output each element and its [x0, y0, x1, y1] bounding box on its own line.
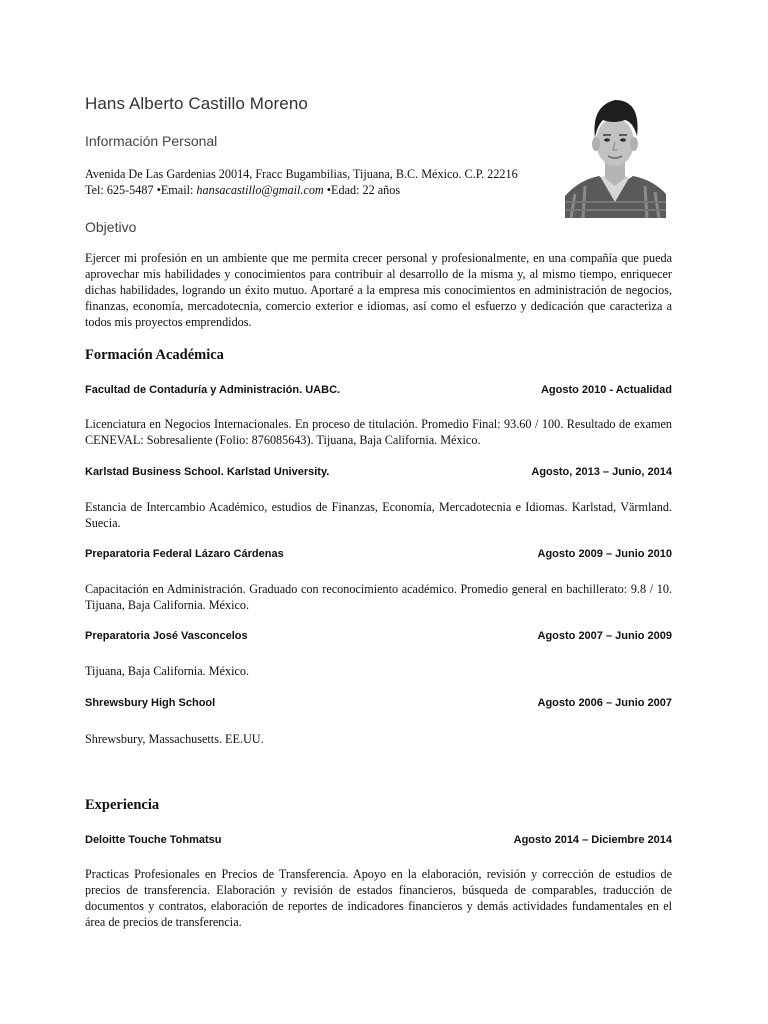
date-range: Agosto 2006 – Junio 2007 [537, 697, 672, 709]
objective-text: Ejercer mi profesión en un ambiente que me permita crecer personal y profesionalmente, en una compañía que pueda aprovechar mis habilidades y conocimientos para contribuir al desarrollo de la misma y, al mismo tiempo, enriquecer dichas habilidades, logrando un éxito mutuo. Aportaré a la empresa mis conocimientos en administración de negocios, finanzas, economía, mercadotecnia, comercio exterior e idiomas, así como el esfuerzo y dedicación que caracteriza a todos mis proyectos emprendidos. [85, 251, 672, 329]
date-range: Agosto 2014 – Diciembre 2014 [513, 834, 672, 846]
contact-line [85, 182, 518, 198]
institution-name: Facultad de Contaduría y Administración. UABC. [85, 384, 341, 396]
institution-name: Preparatoria Federal Lázaro Cárdenas [85, 548, 284, 560]
education-entry-header [85, 466, 672, 478]
education-entry-header [85, 697, 672, 709]
education-description: Licenciatura en Negocios Internacionales. En proceso de titulación. Promedio Final: 93.60 / 100. Resultado de examen CENEVAL: Sobresaliente (Folio: 876085643). Tijuana, Baja California. México. [85, 417, 672, 447]
experience-heading: Experiencia [85, 797, 160, 813]
address-line: Avenida De Las Gardenias 20014, Fracc Bugambilias, Tijuana, B.C. México. C.P. 22216 [85, 167, 518, 181]
date-range: Agosto, 2013 – Junio, 2014 [531, 466, 672, 478]
resume-name: Hans Alberto Castillo Moreno [85, 94, 308, 113]
email-link[interactable]: hansacastillo@gmail.com [196, 183, 324, 197]
experience-entry-header [85, 834, 672, 846]
phone: Tel: 625-5487 [85, 183, 154, 197]
profile-photo [565, 84, 666, 218]
institution-name: Shrewsbury High School [85, 697, 216, 709]
education-description: Tijuana, Baja California. México. [85, 664, 250, 678]
education-entry-header [85, 630, 672, 642]
date-range: Agosto 2009 – Junio 2010 [537, 548, 672, 560]
education-entry-header [85, 548, 672, 560]
date-range: Agosto 2007 – Junio 2009 [537, 630, 672, 642]
education-heading: Formación Académica [85, 347, 224, 363]
objective-heading: Objetivo [85, 219, 137, 235]
personal-info-heading: Información Personal [85, 133, 218, 149]
institution-name: Preparatoria José Vasconcelos [85, 630, 248, 642]
email-label: •Email: [153, 183, 197, 197]
company-name: Deloitte Touche Tohmatsu [85, 834, 222, 846]
education-description: Estancia de Intercambio Académico, estudios de Finanzas, Economía, Mercadotecnia e Idiomas. Karlstad, Värmland. Suecia. [85, 500, 672, 530]
age: •Edad: 22 años [323, 183, 401, 197]
institution-name: Karlstad Business School. Karlstad University. [85, 466, 330, 478]
date-range: Agosto 2010 - Actualidad [540, 384, 672, 396]
education-entry-header [85, 384, 672, 396]
education-description: Shrewsbury, Massachusetts. EE.UU. [85, 732, 264, 746]
personal-info [85, 166, 518, 198]
education-description: Capacitación en Administración. Graduado con reconocimiento académico. Promedio general en bachillerato: 9.8 / 10. Tijuana, Baja California. México. [85, 582, 672, 612]
experience-description: Practicas Profesionales en Precios de Transferencia. Apoyo en la elaboración, revisión y corrección de estudios de precios de transferencia. Elaboración y revisión de estados financieros, búsqueda de comparables, traducción de documentos y contratos, elaboración de reportes de indicadores financieros y demás actividades fundamentales en el área de precios de transferencia. [85, 867, 672, 929]
